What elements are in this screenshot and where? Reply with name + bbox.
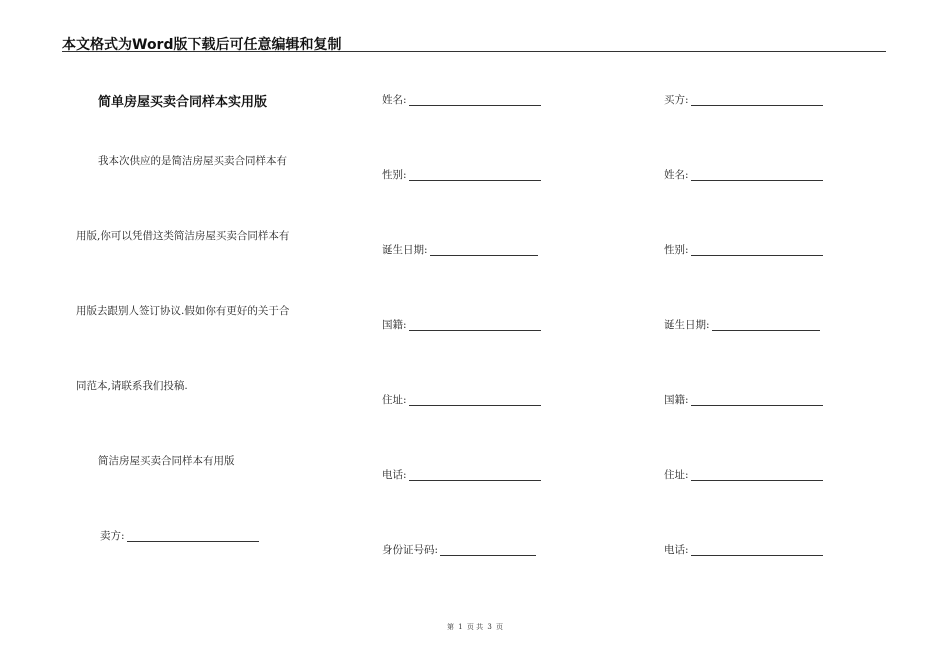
right-field-label: 买方:	[664, 94, 689, 106]
middle-field-label: 性别:	[382, 169, 407, 181]
page-header: 本文格式为Word版下载后可任意编辑和复制	[62, 37, 342, 53]
intro-paragraph-line-3: 用版去跟别人签订协议.假如你有更好的关于合	[76, 305, 290, 317]
right-field-nationality	[664, 393, 823, 407]
right-field-birthdate	[664, 318, 820, 332]
middle-field-birthdate	[382, 243, 538, 257]
intro-paragraph-line-2: 用版,你可以凭借这类简洁房屋买卖合同样本有	[76, 230, 290, 242]
middle-field-blank	[409, 470, 541, 481]
middle-field-label: 诞生日期:	[382, 244, 428, 256]
contract-subtitle: 简洁房屋买卖合同样本有用版	[98, 455, 235, 467]
header-divider	[62, 51, 886, 52]
middle-field-phone	[382, 468, 541, 482]
middle-field-nationality	[382, 318, 541, 332]
seller-field	[100, 529, 259, 543]
seller-label: 卖方:	[100, 530, 125, 542]
middle-field-blank	[409, 170, 541, 181]
right-field-label: 住址:	[664, 469, 689, 481]
footer-page-number: 1	[458, 623, 463, 631]
middle-field-blank	[409, 395, 541, 406]
right-field-blank	[691, 395, 823, 406]
document-title: 简单房屋买卖合同样本实用版	[98, 95, 268, 110]
right-field-name	[664, 168, 823, 182]
right-field-phone	[664, 543, 823, 557]
right-field-label: 国籍:	[664, 394, 689, 406]
right-field-gender	[664, 243, 823, 257]
footer-suffix: 页	[496, 623, 504, 631]
middle-field-blank	[409, 95, 541, 106]
right-field-label: 诞生日期:	[664, 319, 710, 331]
middle-field-label: 国籍:	[382, 319, 407, 331]
right-field-blank	[691, 545, 823, 556]
right-field-blank	[691, 170, 823, 181]
right-field-blank	[691, 95, 823, 106]
right-field-label: 性别:	[664, 244, 689, 256]
middle-field-blank	[409, 320, 541, 331]
seller-blank	[127, 531, 259, 542]
right-field-label: 姓名:	[664, 169, 689, 181]
middle-field-id-number	[382, 543, 536, 557]
page-footer	[0, 622, 950, 632]
middle-field-label: 电话:	[382, 469, 407, 481]
middle-field-address	[382, 393, 541, 407]
middle-field-label: 身份证号码:	[382, 544, 439, 556]
right-field-buyer	[664, 93, 823, 107]
right-field-label: 电话:	[664, 544, 689, 556]
footer-total-pages: 3	[487, 623, 492, 631]
right-field-blank	[712, 320, 820, 331]
right-field-blank	[691, 470, 823, 481]
middle-field-label: 住址:	[382, 394, 407, 406]
right-field-address	[664, 468, 823, 482]
footer-prefix: 第	[446, 623, 454, 631]
right-field-blank	[691, 245, 823, 256]
footer-middle: 页 共	[466, 623, 484, 631]
middle-field-gender	[382, 168, 541, 182]
middle-field-label: 姓名:	[382, 94, 407, 106]
intro-paragraph-line-1: 我本次供应的是简洁房屋买卖合同样本有	[98, 155, 287, 167]
middle-field-blank	[430, 245, 538, 256]
middle-field-blank	[440, 545, 536, 556]
middle-field-name	[382, 93, 541, 107]
intro-paragraph-line-4: 同范本,请联系我们投稿.	[76, 380, 188, 392]
